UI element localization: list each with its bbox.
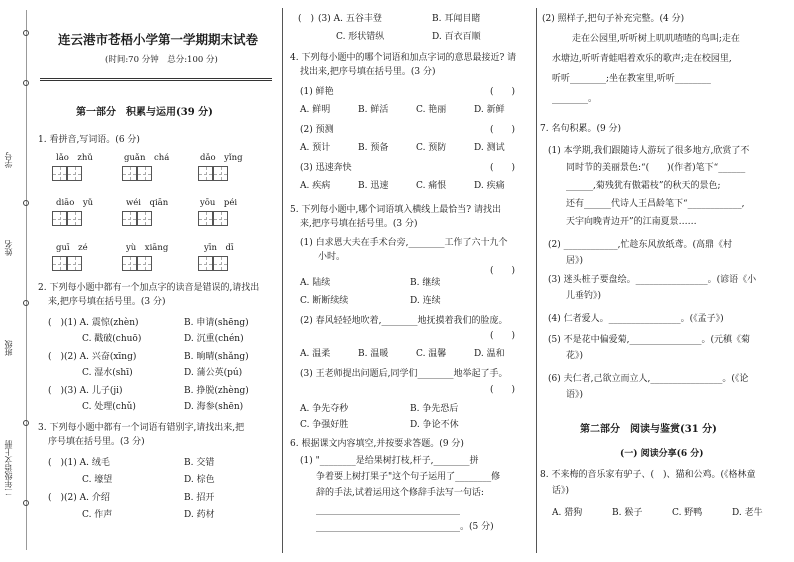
answer-line[interactable]: ________________________________。(5 分) [316, 522, 494, 532]
option-text: A. 温柔 [300, 349, 331, 359]
answer-box[interactable] [198, 256, 213, 271]
pinyin-label: dǎo yǐng [200, 153, 243, 163]
answer-box[interactable] [213, 211, 228, 226]
option-text: A. 争先夺秒 [300, 404, 349, 414]
answer-bracket[interactable]: ( ) [490, 125, 516, 135]
q6-line: (1) "________是给果树打枝,杆子,________拼 [300, 456, 479, 466]
option-text: B. 猴子 [612, 508, 643, 518]
option-text: B. 耳闻目睹 [432, 14, 481, 24]
page-title: 连云港市苍梧小学第一学期期末试卷 [58, 32, 259, 47]
q4-stem: 4. 下列每小题中的哪个词语和加点字词的意思最接近? 请 [290, 53, 517, 63]
pinyin-label: wéi qiān [126, 198, 169, 208]
answer-box[interactable] [137, 166, 152, 181]
option-text: (1) A. 绒毛 [64, 458, 110, 468]
header-rule [40, 80, 272, 81]
q4-stem: 找出来,把序号填在括号里。(3 分) [300, 67, 436, 77]
q4-item-head: (1) 鲜艳 [300, 87, 334, 97]
answer-box[interactable] [67, 166, 82, 181]
option-text: C. 处理(chǔ) [82, 402, 136, 412]
q7-stem: 7. 名句积累。(9 分) [540, 124, 622, 134]
q2-stem: 2. 下列每小题中都有一个加点字的读音是错误的,请找出 [38, 283, 260, 293]
option-text: (2) A. 兴奋(xīng) [64, 352, 137, 362]
q4-item-head: (2) 预测 [300, 125, 334, 135]
side-label-banji: 班级 [4, 340, 13, 356]
option-text: C. 形状错纵 [336, 32, 385, 42]
q7-line: (1) 本学期,我们跟随诗人游玩了很多地方,欣赏了不 [548, 146, 750, 156]
option-text: D. 温和 [474, 349, 505, 359]
q2-stem: 来,把序号填在括号里。(3 分) [48, 297, 166, 307]
option-text: C. 争强好胜 [300, 420, 349, 430]
answer-box[interactable] [52, 256, 67, 271]
option-text: C. 壕望 [82, 475, 113, 485]
q7-line: (4) 仁者爱人。________________。(《孟子》) [548, 314, 724, 324]
q7-line: (2) ____________,忙趁东风放纸鸢。(高鼎《村 [548, 240, 732, 250]
side-label-xuehao: 学号 [4, 152, 13, 168]
option-text: D. 棕色 [184, 475, 215, 485]
q7-line: 天宇向晚青边开”的江南夏景…… [566, 217, 697, 227]
pinyin-label: guǎn chá [124, 153, 170, 163]
binding-hole [23, 80, 29, 86]
option-text: (2) A. 介绍 [64, 493, 110, 503]
q8-stem: 话》) [552, 486, 570, 496]
option-text: D. 百衣百顺 [432, 32, 481, 42]
option-text: (3) A. 儿子(ji) [64, 386, 123, 396]
option-text: D. 争论不休 [410, 420, 459, 430]
option-text: B. 温暖 [358, 349, 389, 359]
answer-box[interactable] [67, 211, 82, 226]
answer-bracket[interactable]: ( ) [490, 163, 516, 173]
answer-line[interactable]: ________________________________ [316, 505, 460, 515]
q7-line: 同时节的美丽景色:“( )(作者)笔下“______ [566, 163, 746, 173]
option-text: C. 温馨 [416, 349, 447, 359]
answer-box[interactable] [198, 211, 213, 226]
option-text: B. 招开 [184, 493, 215, 503]
pinyin-label: yōu péi [200, 198, 238, 208]
answer-box[interactable] [52, 166, 67, 181]
option-text: (3) A. 五谷丰登 [318, 14, 382, 24]
pinyin-label: lǎo zhǔ [56, 153, 93, 163]
answer-box[interactable] [137, 211, 152, 226]
q7-line: 儿垂钓》) [566, 291, 602, 301]
part1-title: 第一部分 积累与运用(39 分) [76, 107, 213, 118]
answer-box[interactable] [52, 211, 67, 226]
option-text: B. 继续 [410, 278, 441, 288]
q1-stem: 1. 看拼音,写词语。(6 分) [38, 135, 140, 145]
option-text: C. 痛恨 [416, 181, 447, 191]
section-title: (一) 阅读分享(6 分) [620, 449, 704, 459]
binding-hole [23, 500, 29, 506]
binding-hole [23, 30, 29, 36]
q7-line: 语》) [566, 390, 584, 400]
q5-sentence: (1) 白求恩大夫在手术台旁,________工作了六十九个 [300, 238, 508, 248]
q7-line: (6) 夫仁者,己欲立而立人,________________。(《论 [548, 374, 749, 384]
pinyin-label: guī zé [56, 243, 88, 253]
q6-line: 争着要上树打果子"这个句子运用了________修 [316, 472, 501, 482]
q6-sub2-text[interactable]: ________。 [552, 94, 598, 104]
q5-stem: 来,把序号填在括号里。(3 分) [300, 219, 418, 229]
option-text: A. 疾病 [300, 181, 331, 191]
q7-line: 还有______代诗人王昌龄笔下“____________, [566, 199, 745, 209]
option-text: D. 疾痛 [474, 181, 505, 191]
answer-bracket[interactable]: ( ) [48, 386, 65, 396]
option-text: C. 预防 [416, 143, 447, 153]
answer-box[interactable] [67, 256, 82, 271]
answer-bracket[interactable]: ( ) [48, 352, 65, 362]
option-text: D. 老牛 [732, 508, 763, 518]
option-text: B. 申请(shēng) [184, 318, 249, 328]
q6-sub2: (2) 照样子,把句子补充完整。(4 分) [542, 14, 685, 24]
pinyin-label: yù xiāng [126, 243, 169, 253]
q7-line: 居》) [566, 256, 584, 266]
exam-meta: (时间:70 分钟 总分:100 分) [105, 55, 218, 65]
answer-bracket[interactable]: ( ) [490, 266, 516, 276]
q6-sub2-text: 走在公园里,听听树上叽叽喳喳的鸟叫;走在 [572, 34, 740, 44]
option-text: B. 挣脱(zhèng) [184, 386, 249, 396]
option-text: A. 陆续 [300, 278, 331, 288]
column-divider [536, 8, 537, 553]
option-text: D. 新鲜 [474, 105, 505, 115]
option-text: D. 药材 [184, 510, 215, 520]
option-text: B. 预备 [358, 143, 389, 153]
column-divider [282, 8, 283, 553]
binding-hole [23, 300, 29, 306]
q7-line: (3) 迷头桩子要盘绘。________________。(谚语《小 [548, 275, 757, 285]
answer-bracket[interactable]: ( ) [298, 14, 315, 24]
option-text: C. 戳破(chuō) [82, 334, 142, 344]
option-text: B. 迅速 [358, 181, 389, 191]
q5-sentence: 小时。 [318, 252, 346, 262]
q6-sub2-text: 水塘边,听听青蛙唱着欢乐的歌声;走在校园里, [552, 54, 732, 64]
answer-bracket[interactable]: ( ) [48, 458, 65, 468]
answer-box[interactable] [137, 256, 152, 271]
option-text: B. 鲜活 [358, 105, 389, 115]
q5-stem: 5. 下列每小题中,哪个词语填入横线上最恰当? 请找出 [290, 205, 501, 215]
pinyin-label: yīn dī [204, 243, 234, 253]
option-text: D. 测试 [474, 143, 505, 153]
binding-hole [23, 200, 29, 206]
option-text: B. 交错 [184, 458, 215, 468]
option-text: C. 作声 [82, 510, 113, 520]
option-text: C. 断断续续 [300, 296, 349, 306]
option-text: D. 海参(shēn) [184, 402, 244, 412]
part2-title: 第二部分 阅读与鉴赏(31 分) [580, 424, 717, 435]
q8-stem: 8. 不来梅的音乐家有驴子、( )、猫和公鸡。(《格林童 [540, 470, 756, 480]
answer-bracket[interactable]: ( ) [48, 318, 65, 328]
q7-line: 花》) [566, 351, 584, 361]
answer-box[interactable] [122, 211, 137, 226]
answer-bracket[interactable]: ( ) [490, 385, 516, 395]
option-text: B. 晌晴(shǎng) [184, 352, 249, 362]
option-text: D. 连续 [410, 296, 441, 306]
q7-line: (5) 不是花中偏爱菊,________________。(元稹《菊 [548, 335, 750, 345]
q6-line: 辞的手法,试着运用这个修辞手法写一句话: [316, 488, 484, 498]
side-label-xingming: 姓名 [4, 240, 13, 256]
q3-stem: 3. 下列每小题中都有一个词语有错别字,请找出来,把 [38, 423, 245, 433]
option-text: D. 蒲公英(pú) [184, 368, 243, 378]
answer-box[interactable] [213, 166, 228, 181]
option-text: (1) A. 震惊(zhèn) [64, 318, 139, 328]
answer-box[interactable] [198, 166, 213, 181]
option-text: C. 艳丽 [416, 105, 447, 115]
binding-hole [23, 420, 29, 426]
q5-sentence: (2) 春风轻轻地吹着,________地抚摸着我们的脸庞。 [300, 316, 508, 326]
option-text: A. 鲜明 [300, 105, 331, 115]
answer-bracket[interactable]: ( ) [48, 493, 65, 503]
answer-box[interactable] [122, 256, 137, 271]
option-text: D. 沉重(chén) [184, 334, 244, 344]
pinyin-label: diāo yǔ [56, 198, 94, 208]
option-text: B. 争先恐后 [410, 404, 459, 414]
q7-line: ______,菊残犹有傲霜枝”的秋天的景色; [566, 181, 721, 191]
answer-box[interactable] [213, 256, 228, 271]
answer-bracket[interactable]: ( ) [490, 331, 516, 341]
option-text: A. 预计 [300, 143, 331, 153]
header-rule [40, 78, 272, 79]
q5-sentence: (3) 王老师提出问题后,同学们________地举起了手。 [300, 369, 508, 379]
q6-stem: 6. 根据课文内容填空,并按要求答题。(9 分) [290, 439, 464, 449]
q4-item-head: (3) 迅速奔快 [300, 163, 352, 173]
side-label-school: 二年级语文上册 [4, 440, 13, 496]
option-text: C. 湿水(shī) [82, 368, 133, 378]
binding-line [26, 10, 27, 550]
answer-box[interactable] [122, 166, 137, 181]
option-text: A. 猎狗 [552, 508, 583, 518]
answer-bracket[interactable]: ( ) [490, 87, 516, 97]
q3-stem: 序号填在括号里。(3 分) [48, 437, 145, 447]
option-text: C. 野鸭 [672, 508, 703, 518]
q6-sub2-text[interactable]: 听听________;坐在教室里,听听________ [552, 74, 711, 84]
